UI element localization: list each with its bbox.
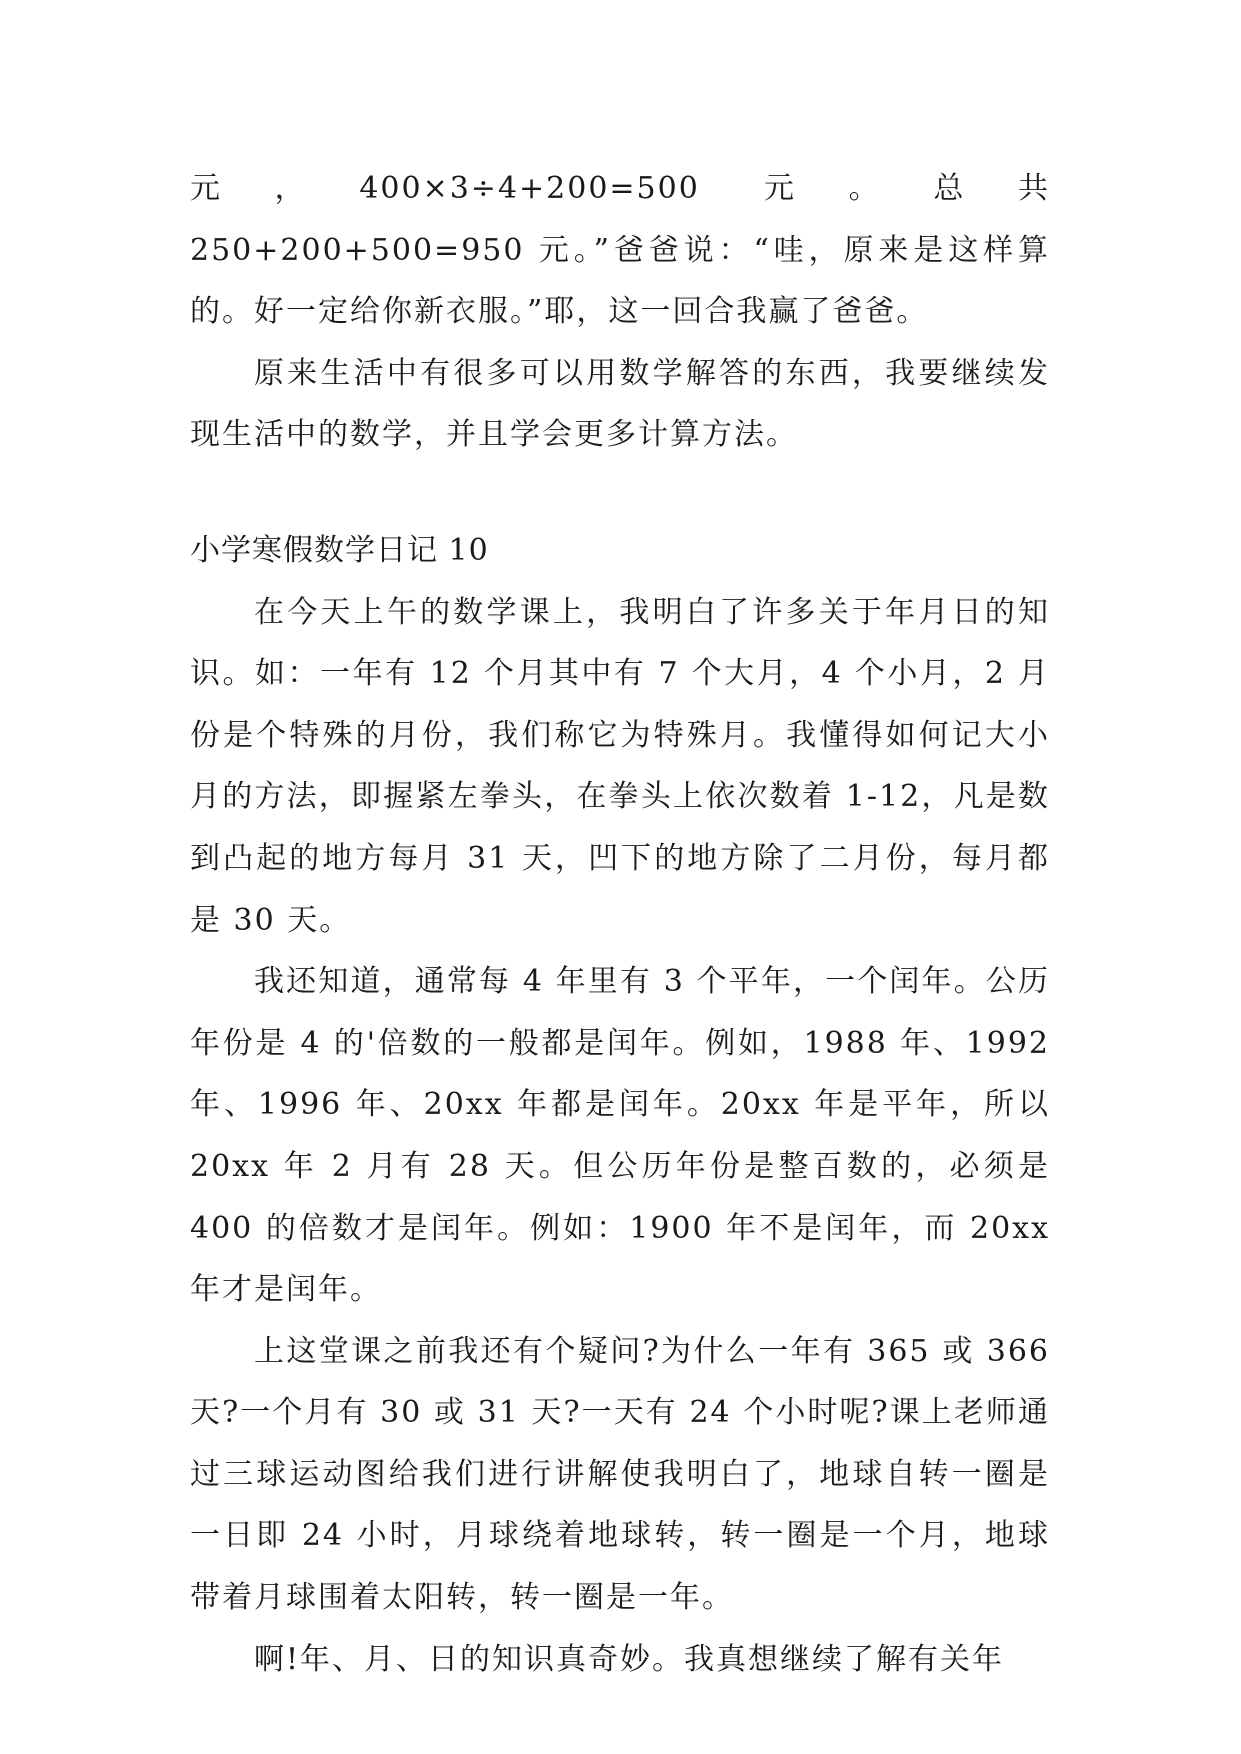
paragraph-earth-moon: 上这堂课之前我还有个疑问?为什么一年有 365 或 366 天?一个月有 30 或 31 天?一天有 24 个小时呢?课上老师通过三球运动图给我们进行讲解使我明白了，地球自转一圈是一日即 24 小时，月球绕着地球转，转一圈是一个月，地球带着月球围着太阳转，转一圈是一年。 <box>190 1333 1050 1616</box>
paragraph-closing: 啊!年、月、日的知识真奇妙。我真想继续了解有关年 <box>254 1641 1005 1677</box>
paragraph-leap-years: 我还知道，通常每 4 年里有 3 个平年，一个闰年。公历年份是 4 的'倍数的一般都是闰年。例如，1988 年、1992 年、1996 年、20xx 年都是闰年。20xx 年是平年，所以 20xx 年 2 月有 28 天。但公历年份是整百数的，必须是 400 的倍数才是闰年。例如：1900 年不是闰年，而 20xx 年才是闰年。 <box>190 964 1050 1308</box>
paragraph-conclusion: 原来生活中有很多可以用数学解答的东西，我要继续发现生活中的数学，并且学会更多计算方法。 <box>190 355 1050 453</box>
document-body <box>190 158 1050 1690</box>
section-gap <box>190 466 1050 520</box>
paragraph-continuation: 元，400×3÷4+200=500 元。总共 250+200+500=950 元。”爸爸说：“哇，原来是这样算的。好一定给你新衣服。”耶，这一回合我赢了爸爸。 <box>190 171 1050 330</box>
section-title: 小学寒假数学日记 10 <box>190 532 489 568</box>
paragraph-months: 在今天上午的数学课上，我明白了许多关于年月日的知识。如：一年有 12 个月其中有 7 个大月，4 个小月，2 月份是个特殊的月份，我们称它为特殊月。我懂得如何记大小月的方法，即握紧左拳头，在拳头上依次数着 1-12，凡是数到凸起的地方每月 31 天，凹下的地方除了二月份，每月都是 30 天。 <box>190 594 1050 938</box>
